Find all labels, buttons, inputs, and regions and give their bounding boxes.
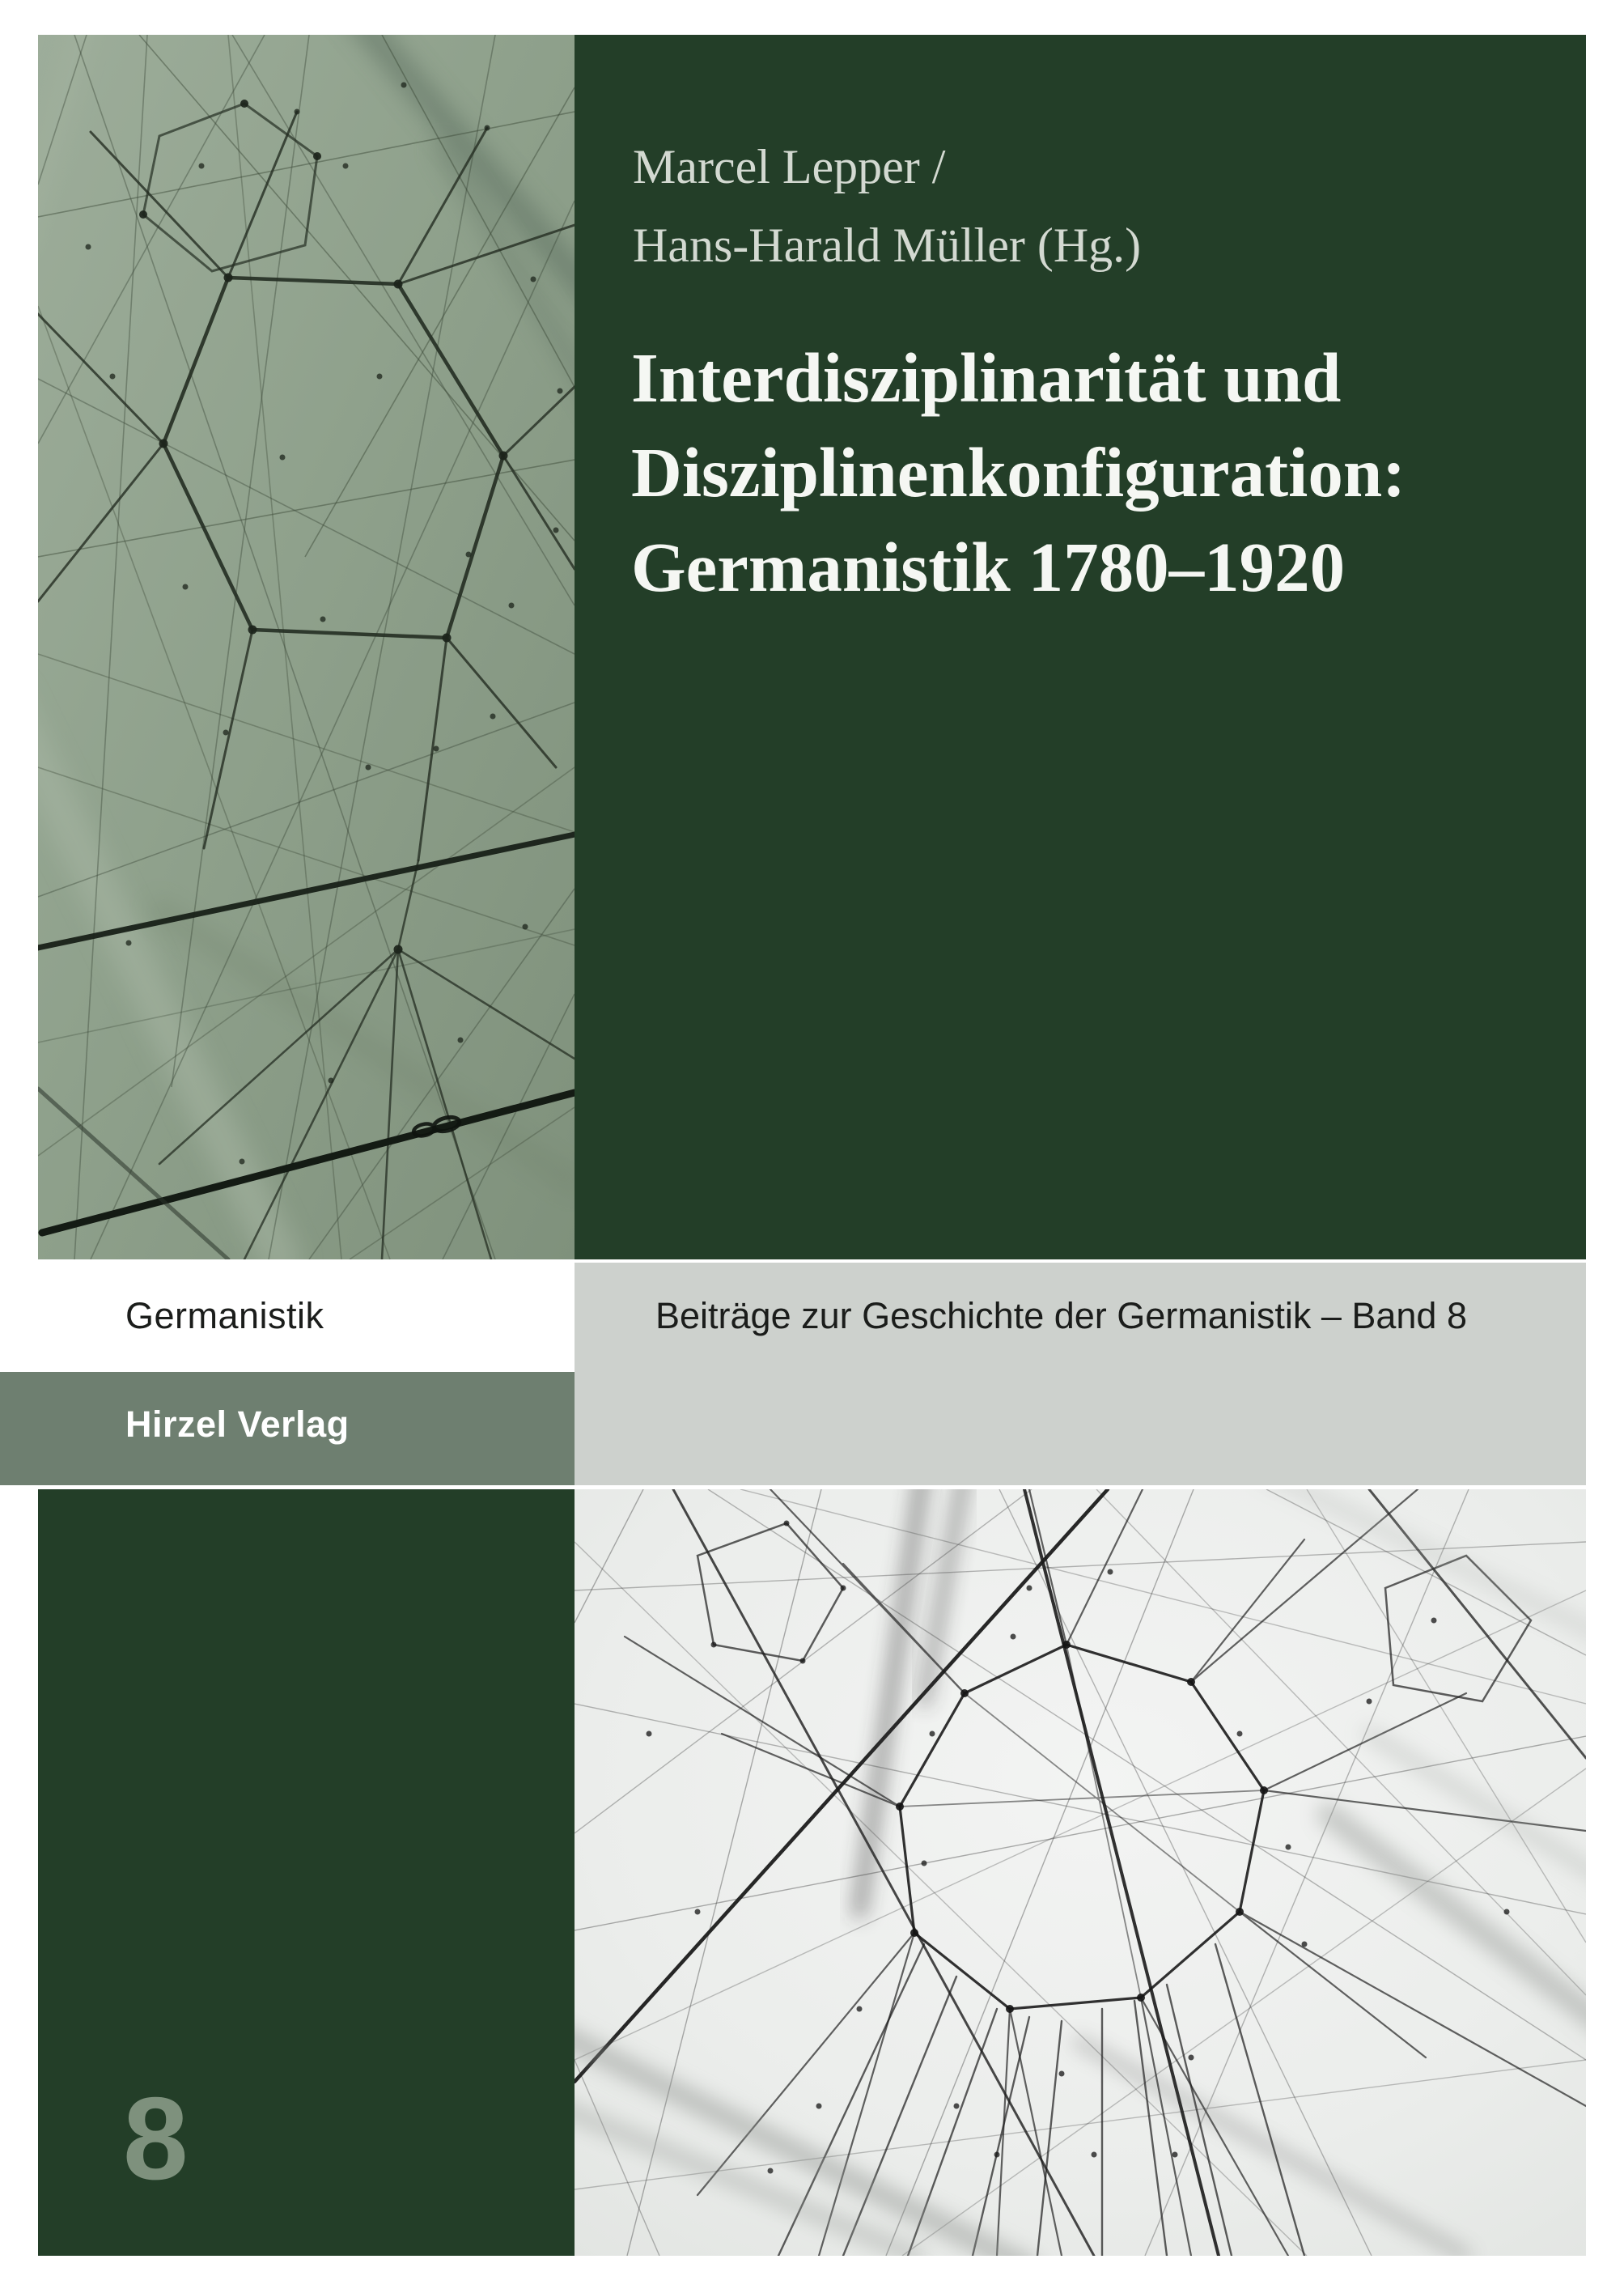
bottom-photo [575, 1489, 1586, 2256]
volume-column [38, 1489, 575, 2256]
top-photo [38, 35, 575, 1259]
page-title [631, 330, 1406, 614]
publisher-label: Hirzel Verlag [125, 1403, 350, 1445]
author-line-1: Marcel Lepper / [633, 140, 946, 193]
green-panel [575, 35, 1586, 1259]
photo-background [575, 1489, 1586, 2256]
series-band [575, 1263, 1586, 1485]
string-network-green-art [38, 35, 575, 1259]
title-line-1: Interdisziplinarität und [631, 338, 1342, 417]
string-network-bw-art [575, 1489, 1586, 2256]
author-block [633, 128, 1141, 285]
series-label: Beiträge zur Geschichte der Germanistik – Band 8 [655, 1295, 1467, 1336]
title-line-2: Disziplinenkonfiguration: [631, 433, 1406, 512]
title-line-3: Germanistik 1780–1920 [631, 528, 1346, 606]
author-line-2: Hans-Harald Müller (Hg.) [633, 219, 1142, 272]
publisher-band [0, 1372, 575, 1485]
discipline-band [38, 1263, 575, 1372]
volume-number: 8 [123, 2073, 189, 2204]
discipline-label: Germanistik [125, 1295, 324, 1336]
